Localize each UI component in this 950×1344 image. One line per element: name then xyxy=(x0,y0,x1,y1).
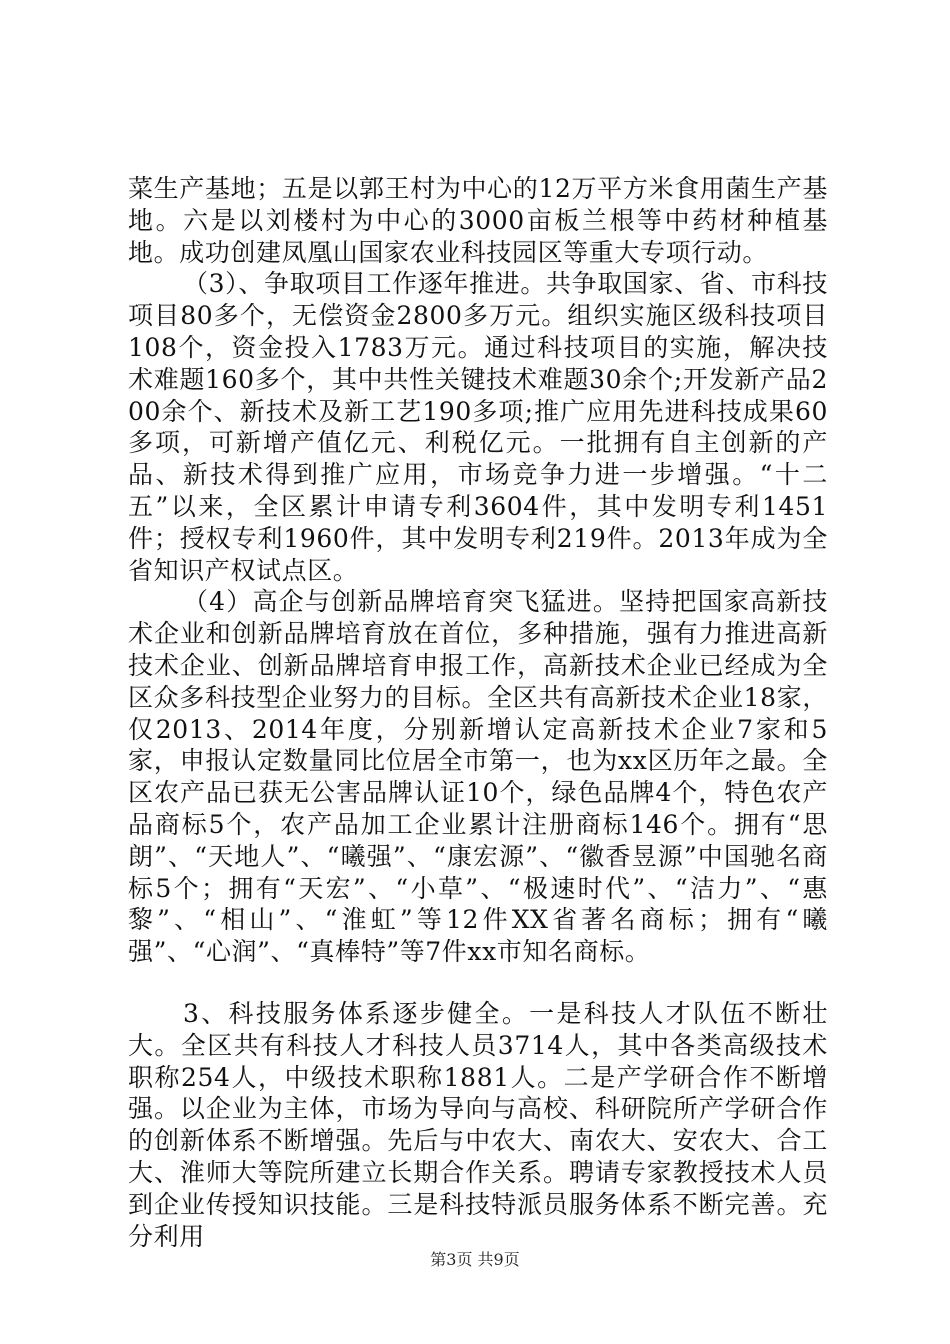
paragraph-spacer xyxy=(128,968,828,998)
paragraph-hightech-brands: （4）高企与创新品牌培育突飞猛进。坚持把国家高新技术企业和创新品牌培育放在首位，多种措施，强有力推进高新技术企业、创新品牌培育申报工作，高新技术企业已经成为全区众多科技型企业努力的目标。全区共有高新技术企业18家，仅2013、2014年度，分别新增认定高新技术企业7家和5家，申报认定数量同比位居全市第一，也为xx区历年之最。全区农产品已获无公害品牌认证10个，绿色品牌4个，特色农产品商标5个，农产品加工企业累计注册商标146个。拥有“思朗”、“天地人”、“曦强”、“康宏源”、“徽香昱源”中国驰名商标5个；拥有“天宏”、“小草”、“极速时代”、“洁力”、“惠黎”、“相山”、“淮虹”等12件XX省著名商标；拥有“曦强”、“心润”、“真棒特”等7件xx市知名商标。 xyxy=(128,587,828,967)
paragraph-service-system: 3、科技服务体系逐步健全。一是科技人才队伍不断壮大。全区共有科技人才科技人员3714人，其中各类高级技术职称254人，中级技术职称1881人。二是产学研合作不断增强。以企业为主体，市场为导向与高校、科研院所产学研合作的创新体系不断增强。先后与中农大、南农大、安农大、合工大、淮师大等院所建立长期合作关系。聘请专家教授技术人员到企业传授知识技能。三是科技特派员服务体系不断完善。充分利用 xyxy=(128,998,828,1251)
paragraph-project-progress: （3）、争取项目工作逐年推进。共争取国家、省、市科技项目80多个，无偿资金2800多万元。组织实施区级科技项目108个，资金投入1783万元。通过科技项目的实施，解决技术难题160多个，其中共性关键技术难题30余个;开发新产品200余个、新技术及新工艺190多项;推广应用先进科技成果60多项，可新增产值亿元、利税亿元。一批拥有自主创新的产品、新技术得到推广应用，市场竞争力进一步增强。“十二五”以来，全区累计申请专利3604件，其中发明专利1451件；授权专利1960件，其中发明专利219件。2013年成为全省知识产权试点区。 xyxy=(128,269,828,585)
page-number-footer: 第3页 共9页 xyxy=(430,1250,520,1269)
document-body xyxy=(128,173,828,1252)
paragraph-vegetable-bases: 菜生产基地；五是以郭王村为中心的12万平方米食用菌生产基地。六是以刘楼村为中心的3000亩板兰根等中药材种植基地。成功创建凤凰山国家农业科技园区等重大专项行动。 xyxy=(128,174,828,267)
